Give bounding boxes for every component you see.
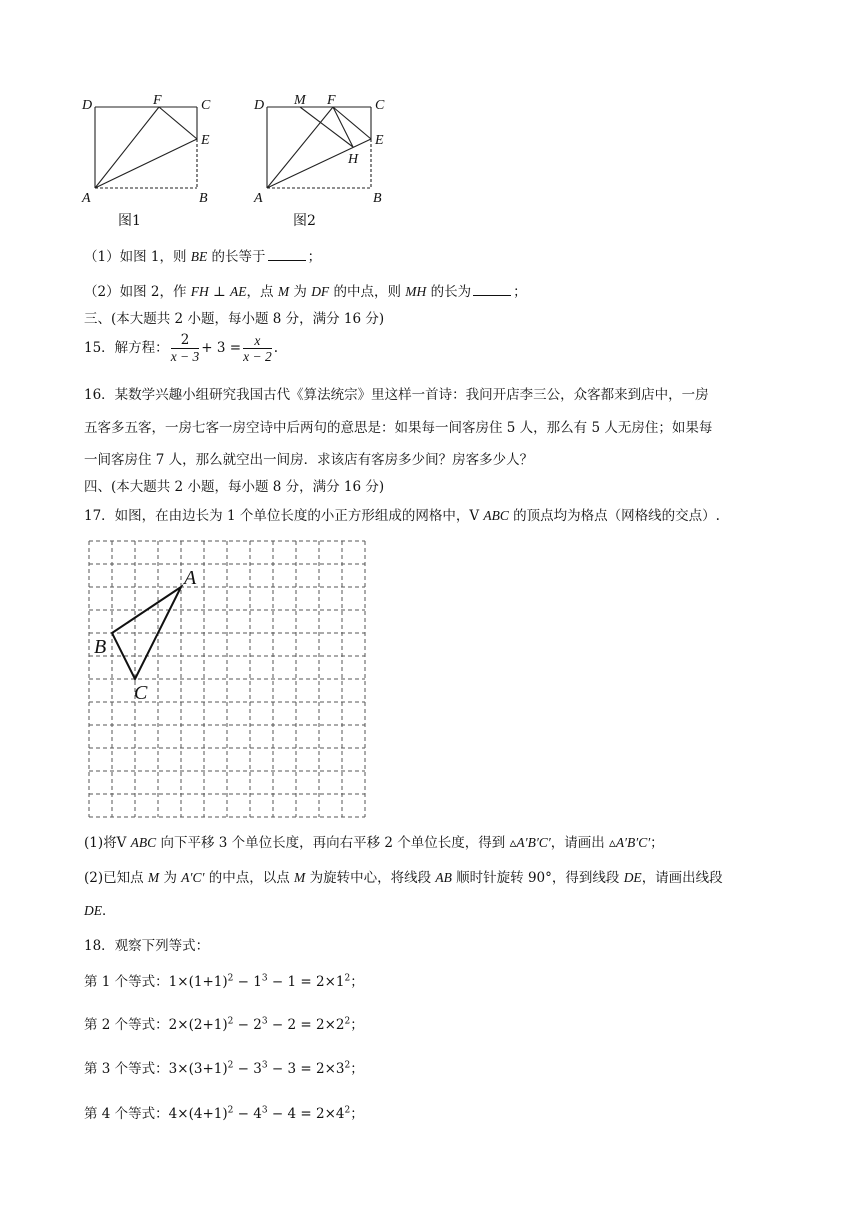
- q18-eq3-n: 3: [168, 1061, 178, 1077]
- figure-1-caption: 图1: [118, 213, 141, 229]
- q15: [84, 333, 278, 364]
- q14-part2-var-m: M: [277, 284, 290, 299]
- q15-frac1-numerator: 2: [171, 333, 200, 349]
- fig1-line-FE: [159, 107, 197, 139]
- figure-1: [80, 92, 220, 227]
- q14-part2: [84, 285, 527, 300]
- q15-fraction-2: [243, 333, 272, 364]
- q17-part1-var-abc: ABC: [130, 835, 157, 850]
- section-3-heading: 三、(本大题共 2 小题，每小题 8 分，满分 16 分): [84, 311, 385, 327]
- fig1-label-E: E: [201, 133, 210, 148]
- q15-frac1-denominator: x − 3: [170, 349, 200, 364]
- q15-end: .: [273, 340, 278, 356]
- section-4-heading: 四、(本大题共 2 小题，每小题 8 分，满分 16 分): [84, 479, 385, 495]
- q14-part2-text-d: 的中点，则: [329, 284, 406, 300]
- fig1-label-B: B: [199, 191, 208, 206]
- q18-eq2-n: 2: [168, 1017, 178, 1033]
- figure-2-caption: 图2: [293, 213, 316, 229]
- q18-equation-2: [84, 1016, 364, 1033]
- grid-label-B: B: [94, 636, 107, 658]
- fig1-label-D: D: [82, 98, 93, 113]
- q17-part2-var-a1c1: A′C′: [181, 870, 205, 885]
- q17-part1: [84, 836, 664, 851]
- q14-part2-perp: ⊥: [208, 284, 231, 300]
- q17-part2-text-e: 顺时针旋转 90°，得到线段: [451, 870, 624, 886]
- q15-frac2-numerator: x: [243, 333, 272, 349]
- q17-part1-var-a1b1c1-2: A′B′C′: [615, 835, 651, 850]
- q18-eq1-label: 第 1 个等式：: [84, 974, 169, 990]
- fig2-label-D: D: [254, 98, 265, 113]
- q16-line-2: 五客多五客，一房七客一房空诗中后两句的意思是：如果每一间客房住 5 人，那么有 5 人无房住；如果每: [84, 420, 713, 436]
- q14-part2-var-ae: AE: [230, 284, 247, 299]
- figure-2: [252, 92, 397, 227]
- fig2-line-MH: [300, 107, 353, 147]
- q17-grid[interactable]: [88, 540, 366, 818]
- fig1-label-F: F: [153, 93, 162, 108]
- q14-part2-text-b: ，点: [246, 284, 278, 300]
- q17-part2-text-b: 为: [159, 870, 182, 886]
- q17-part2-text-c: 的中点，以点: [204, 870, 295, 886]
- q18-eq1-n: 1: [193, 974, 203, 990]
- q14-part1-text-b: 的长等于: [207, 249, 266, 265]
- q18-eq4-n: 4: [335, 1106, 345, 1122]
- q18-eq4-label: 第 4 个等式：: [84, 1106, 169, 1122]
- q18-intro: 18．观察下列等式：: [84, 938, 210, 954]
- fig1-line-AE: [95, 139, 197, 188]
- q16-line-3: 一间客房住 7 人，那么就空出一间房．求该店有客房多少间？房客多少人？: [84, 452, 534, 468]
- q16-line-1: 16．某数学兴趣小组研究我国古代《算法统宗》里这样一首诗：我问开店李三公，众客都来到店中，一房: [84, 387, 709, 403]
- fig2-label-H: H: [348, 152, 359, 167]
- q18-eq2-n: 2: [287, 1017, 297, 1033]
- q14-part2-text-e: 的长为: [426, 284, 472, 300]
- q17-part2-text-f: ，请画出线段: [641, 870, 723, 886]
- grid-label-C: C: [134, 682, 148, 704]
- q14-part2-text-a: （2）如图 2，作: [84, 284, 191, 300]
- q17-intro-var: ABC: [483, 508, 509, 523]
- q14-part1-var: BE: [190, 249, 208, 264]
- fig2-line-FE: [333, 107, 371, 139]
- q15-middle: + 3 =: [201, 340, 242, 356]
- q17-part1-text-d: ；: [650, 835, 664, 851]
- fig2-label-E: E: [375, 133, 384, 148]
- q17-part2: [84, 871, 723, 886]
- grid-label-A: A: [184, 567, 197, 589]
- fig2-line-AF: [267, 107, 333, 188]
- q17-part1-text-c: ，请画出 ▵: [550, 835, 616, 851]
- q14-part2-text-f: ；: [513, 284, 527, 300]
- q17-part2-var-m: M: [147, 870, 160, 885]
- fig1-line-AF: [95, 107, 159, 188]
- q14-part2-var-fh: FH: [190, 284, 209, 299]
- q17-part2-var-ab: AB: [435, 870, 452, 885]
- fig2-label-B: B: [373, 191, 382, 206]
- q17-part2-text-a: (2)已知点: [84, 870, 148, 886]
- q18-eq2-label: 第 2 个等式：: [84, 1017, 169, 1033]
- q18-eq1-n: 1: [253, 974, 262, 990]
- q18-equation-4: [84, 1105, 364, 1122]
- fig2-label-M: M: [294, 93, 306, 108]
- q18-eq3-label: 第 3 个等式：: [84, 1061, 169, 1077]
- q18-eq1-n: 1: [287, 974, 297, 990]
- q14-part1: [84, 250, 321, 265]
- q15-fraction-1: [171, 333, 200, 364]
- q18-eq2-expr: $2\times(2+1)^2 - 2^3 - 2 = 2\times 2^2$；: [168, 1016, 364, 1033]
- q17-part1-var-a1b1c1: A′B′C′: [516, 835, 551, 850]
- q14-part1-text-a: （1）如图 1，则: [84, 249, 191, 265]
- q18-eq4-n: 4: [253, 1106, 262, 1122]
- q14-part2-answer-blank[interactable]: [473, 294, 511, 296]
- fig2-label-F: F: [327, 93, 336, 108]
- q18-eq4-n: 4: [193, 1106, 203, 1122]
- q15-frac2-denominator: x − 2: [243, 349, 272, 364]
- q18-equation-1: [84, 973, 364, 990]
- q14-part1-text-c: ；: [307, 249, 322, 265]
- q17-part1-text-a: (1)将V: [84, 835, 131, 851]
- fig2-label-A: A: [254, 191, 263, 206]
- fig2-line-FH: [333, 107, 353, 147]
- q18-eq1-n: 1: [335, 974, 345, 990]
- q18-eq2-n: 2: [335, 1017, 345, 1033]
- q17-part2-var-m2: M: [294, 870, 306, 885]
- q18-eq1-expr: $1\times(1+1)^2 - 1^3 - 1 = 2\times 1^2$；: [168, 973, 364, 990]
- q17-intro-text-a: 17．如图，在由边长为 1 个单位长度的小正方形组成的网格中，V: [84, 508, 484, 524]
- q14-part2-text-c: 为: [289, 284, 312, 300]
- q14-part2-var-mh: MH: [405, 284, 427, 299]
- q18-eq3-expr: $3\times(3+1)^2 - 3^3 - 3 = 2\times 3^2$；: [168, 1060, 364, 1077]
- fig1-label-A: A: [82, 191, 91, 206]
- q17-part2-var-de: DE: [623, 870, 642, 885]
- q18-eq3-n: 3: [193, 1061, 203, 1077]
- q18-eq4-n: 4: [287, 1106, 297, 1122]
- q17-intro-text-b: 的顶点均为格点（网格线的交点）.: [508, 508, 720, 524]
- q14-part1-answer-blank[interactable]: [268, 259, 306, 261]
- q15-prefix: 15．解方程：: [84, 340, 169, 356]
- q18-equation-3: [84, 1060, 364, 1077]
- q17-part2-text-g: ．: [102, 903, 116, 919]
- fig1-label-C: C: [201, 98, 211, 113]
- q17-intro: [84, 509, 720, 524]
- q17-part2-text-d: 为旋转中心，将线段: [305, 870, 436, 886]
- q14-part2-var-df: DF: [311, 284, 330, 299]
- q17-part2-cont: [84, 904, 116, 919]
- q18-eq3-n: 3: [335, 1061, 345, 1077]
- q17-part2-var-de2: DE: [84, 903, 102, 918]
- q18-eq1-n: 1: [168, 974, 178, 990]
- q18-eq2-n: 2: [253, 1017, 262, 1033]
- q18-eq2-n: 2: [193, 1017, 203, 1033]
- q18-eq4-expr: $4\times(4+1)^2 - 4^3 - 4 = 2\times 4^2$；: [168, 1105, 364, 1122]
- fig2-label-C: C: [375, 98, 385, 113]
- q18-eq3-n: 3: [287, 1061, 297, 1077]
- q17-part1-text-b: 向下平移 3 个单位长度，再向右平移 2 个单位长度，得到 ▵: [156, 835, 517, 851]
- q18-eq3-n: 3: [253, 1061, 262, 1077]
- q18-eq4-n: 4: [168, 1106, 178, 1122]
